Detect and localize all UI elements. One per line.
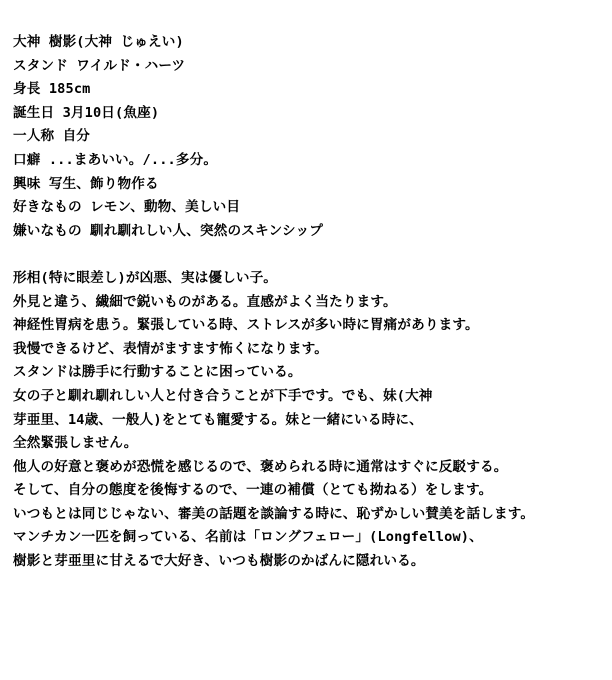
description-line: 女の子と馴れ馴れしい人と付き合うことが下手です。でも、妹(大神: [13, 387, 433, 404]
profile-likes-line: 好きなもの レモン、動物、美しい目: [13, 199, 241, 216]
description-line: 外見と違う、繊細で鋭いものがある。直感がよく当たります。: [13, 293, 397, 310]
description-line: 我慢できるけど、表情がますます怖くになります。: [13, 340, 329, 357]
profile-catchphrase-line: 口癖 ...まあいい。/...多分。: [13, 151, 218, 168]
description-line: 樹影と芽亜里に甘えるで大好き、いつも樹影のかばんに隠れいる。: [13, 553, 425, 570]
description-line: 神経性胃病を患う。緊張している時、ストレスが多い時に胃痛があります。: [13, 317, 479, 334]
description-line: そして、自分の態度を後悔するので、一連の補償（とても拗ねる）をします。: [13, 482, 493, 499]
description-line: スタンドは勝手に行動することに困っている。: [13, 364, 302, 381]
profile-pronoun-line: 一人称 自分: [13, 128, 91, 145]
profile-name-line: 大神 樹影(大神 じゅえい): [13, 34, 184, 50]
description-line: 形相(特に眼差し)が凶悪、実は優しい子。: [13, 269, 278, 286]
description-line: マンチカン一匹を飼っている、名前は「ロングフェロー」(Longfellow)、: [13, 529, 483, 546]
profile-block: [13, 31, 596, 243]
description-line: 他人の好意と褒めが恐慌を感じるので、褒められる時に通常はすぐに反駁する。: [13, 458, 508, 475]
description-line: いつもとは同じじゃない、審美の話題を談論する時に、恥ずかしい賛美を話します。: [13, 505, 535, 522]
profile-height-line: 身長 185cm: [13, 81, 91, 98]
profile-stand-line: スタンド ワイルド・ハーツ: [13, 57, 186, 74]
description-block: [13, 267, 596, 574]
description-line: 全然緊張しません。: [13, 435, 138, 452]
section-gap: [13, 243, 596, 267]
profile-dislikes-line: 嫌いなもの 馴れ馴れしい人、突然のスキンシップ: [13, 222, 323, 239]
profile-birthday-line: 誕生日 3月10日(魚座): [13, 104, 160, 121]
profile-interest-line: 興味 写生、飾り物作る: [13, 175, 159, 192]
description-line: 芽亜里、14歳、一般人)をとても寵愛する。妹と一緒にいる時に、: [13, 411, 423, 428]
